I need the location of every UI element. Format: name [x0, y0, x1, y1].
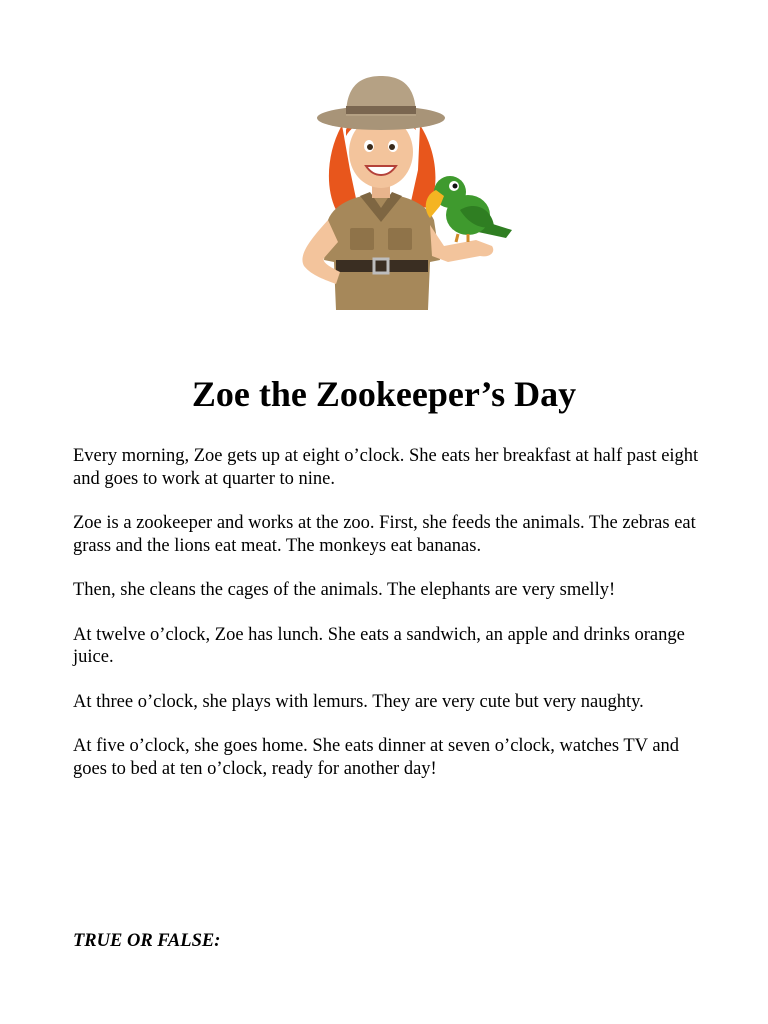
right-pocket	[388, 228, 412, 250]
paragraph-cleaning: Then, she cleans the cages of the animals. The elephants are very smelly!	[73, 580, 616, 600]
parrot-pupil	[453, 184, 458, 189]
paragraph-feeding: Zoe is a zookeeper and works at the zoo. First, she feeds the animals. The zebras eat grass and the lions eat meat. The monkeys eat bananas.	[73, 513, 696, 556]
story-body	[73, 445, 713, 802]
document-title: Zoe the Zookeeper’s Day	[191, 374, 577, 414]
paragraph-morning: Every morning, Zoe gets up at eight o’clock. She eats her breakfast at half past eight and goes to work at quarter to nine.	[73, 446, 699, 489]
paragraph-lunch: At twelve o’clock, Zoe has lunch. She eats a sandwich, an apple and drinks orange juice.	[73, 624, 685, 667]
belt	[336, 260, 428, 272]
zookeeper-illustration	[280, 70, 520, 315]
true-or-false-heading: TRUE OR FALSE:	[73, 931, 221, 951]
left-pupil	[367, 144, 373, 150]
left-pocket	[350, 228, 374, 250]
parrot-feet	[456, 234, 468, 242]
hat-band	[346, 106, 416, 114]
parrot	[426, 176, 512, 242]
paragraph-evening: At five o’clock, she goes home. She eats dinner at seven o’clock, watches TV and goes to bed at ten o’clock, ready for another day!	[73, 736, 680, 779]
right-pupil	[389, 144, 395, 150]
paragraph-lemurs: At three o’clock, she plays with lemurs. They are very cute but very naughty.	[73, 691, 644, 712]
